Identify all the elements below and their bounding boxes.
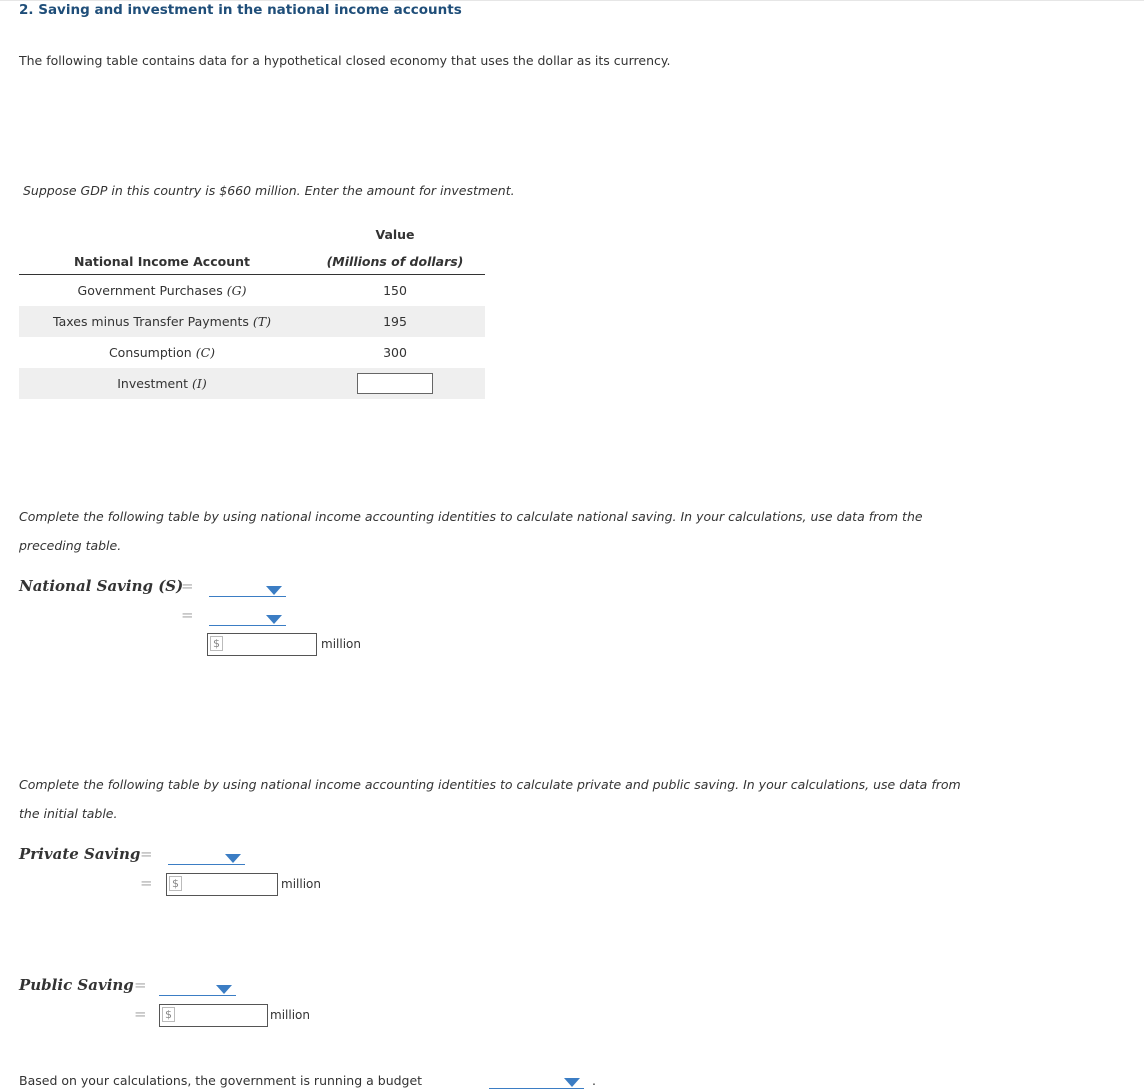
row-symbol: (G) (226, 283, 247, 298)
header-units: (Millions of dollars) (305, 248, 485, 275)
national-saving-instruction-1: Complete the following table by using national income accounting identities to calculate national saving. In your calculations, use data from the (19, 509, 923, 524)
equals-sign: = (181, 577, 194, 595)
equals-sign: = (140, 845, 153, 863)
row-symbol: (I) (192, 376, 207, 391)
budget-dropdown[interactable] (489, 1072, 584, 1089)
dollar-prefix: $ (210, 636, 223, 651)
table-row (19, 306, 485, 337)
table-row (19, 337, 485, 368)
row-value: 150 (383, 283, 407, 298)
top-divider (0, 0, 1144, 1)
row-value: 195 (305, 306, 485, 337)
national-saving-label: National Saving (S) (19, 577, 184, 595)
chevron-down-icon (225, 854, 241, 863)
public-saving-input[interactable] (159, 1004, 268, 1027)
chevron-down-icon (216, 985, 232, 994)
row-value: 300 (383, 345, 407, 360)
private-saving-input[interactable] (166, 873, 278, 896)
chevron-down-icon (564, 1078, 580, 1087)
intro-text: The following table contains data for a hypothetical closed economy that uses the dollar as its currency. (19, 53, 671, 68)
unit-label: million (321, 637, 361, 651)
question-title: 2. Saving and investment in the national income accounts (19, 2, 462, 18)
investment-input[interactable] (357, 373, 433, 394)
row-symbol: (T) (252, 314, 271, 329)
row-label: Consumption (108, 345, 192, 360)
row-label: Investment (117, 376, 189, 391)
income-table (19, 220, 485, 399)
public-saving-label: Public Saving (19, 976, 134, 994)
unit-label: million (270, 1008, 310, 1022)
equals-sign: = (181, 606, 194, 624)
equals-sign: = (134, 976, 147, 994)
private-saving-label: Private Saving (19, 845, 141, 863)
private-public-instruction-1: Complete the following table by using national income accounting identities to calculate private and public saving. In your calculations, use data from (19, 777, 961, 792)
equals-sign: = (134, 1005, 147, 1023)
national-saving-instruction-2: preceding table. (19, 538, 122, 553)
row-label: Government Purchases (77, 283, 223, 298)
table-row (19, 275, 485, 307)
header-value: Value (375, 226, 415, 242)
table-row (19, 368, 485, 399)
sentence-period: . (592, 1073, 596, 1088)
chevron-down-icon (266, 586, 282, 595)
unit-label: million (281, 877, 321, 891)
national-saving-dropdown-1[interactable] (209, 580, 286, 597)
equals-sign: = (140, 874, 153, 892)
dollar-prefix: $ (162, 1007, 175, 1022)
national-saving-dropdown-2[interactable] (209, 609, 286, 626)
private-saving-dropdown[interactable] (168, 848, 245, 865)
budget-text: Based on your calculations, the government is running a budget (19, 1073, 423, 1088)
chevron-down-icon (266, 615, 282, 624)
row-symbol: (C) (195, 345, 216, 360)
public-saving-dropdown[interactable] (159, 979, 236, 996)
header-account: National Income Account (19, 248, 305, 275)
national-saving-input[interactable] (207, 633, 317, 656)
private-public-instruction-2: the initial table. (19, 806, 118, 821)
gdp-prompt: Suppose GDP in this country is $660 million. Enter the amount for investment. (23, 183, 515, 198)
dollar-prefix: $ (169, 876, 182, 891)
row-label: Taxes minus Transfer Payments (53, 314, 249, 329)
